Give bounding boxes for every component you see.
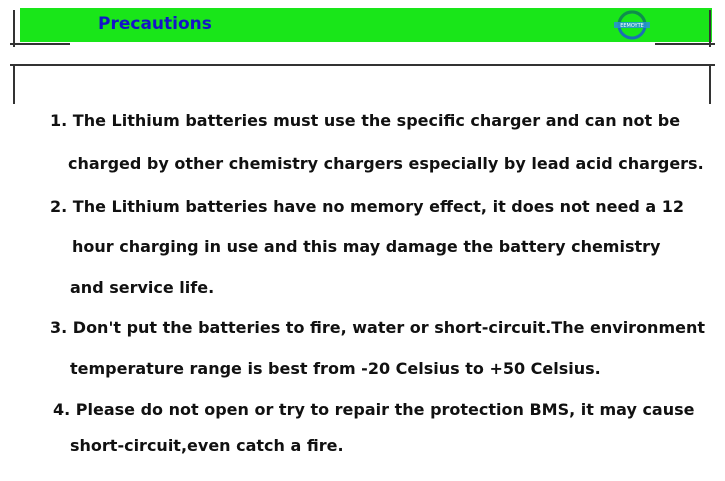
precaution-3-line-2: temperature range is best from -20 Celsius to +50 Celsius. [70,359,601,378]
precaution-4-line-2: short-circuit,even catch a fire. [70,436,344,455]
precaution-1-line-1: 1. The Lithium batteries must use the specific charger and can not be [50,111,681,130]
svg-text:EEMOYTE: EEMOYTE [620,23,644,29]
divider-left-drop [13,64,15,104]
precaution-2-line-2: hour charging in use and this may damage the battery chemistry [72,237,661,256]
precaution-4-line-1: 4. Please do not open or try to repair the protection BMS, it may cause [53,400,695,419]
precaution-3-line-1: 3. Don't put the batteries to fire, water or short-circuit.The environment [50,318,706,337]
divider-main [10,64,715,66]
precaution-2-line-1: 2. The Lithium batteries have no memory effect, it does not need a 12 [50,197,685,216]
page-title: Precautions [98,14,212,34]
divider-right-drop [709,64,711,104]
divider-right-horizontal [655,43,715,45]
header-bar [20,8,712,42]
divider-left-vertical [13,10,15,47]
company-logo [612,10,652,40]
precaution-1-line-2: charged by other chemistry chargers especially by lead acid chargers. [68,154,704,173]
precaution-2-line-3: and service life. [70,278,215,297]
divider-left-horizontal [10,43,70,45]
divider-right-vertical [709,10,711,47]
